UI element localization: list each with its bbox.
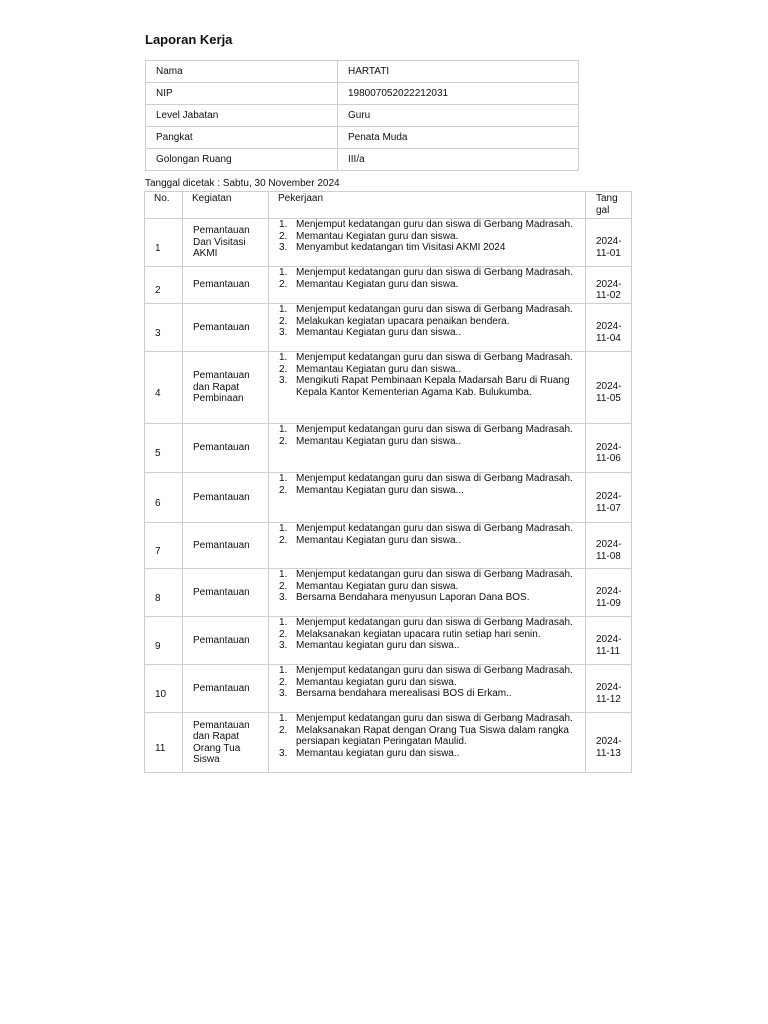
task-number: 3. [279, 640, 288, 651]
task-item [269, 581, 585, 593]
row-number-text: 2 [155, 285, 161, 297]
table-row [145, 267, 632, 304]
activity-cell: Pemantauan dan Rapat Pembinaan [183, 352, 269, 424]
task-number: 1. [279, 523, 288, 534]
header-tanggal: Tanggal [586, 192, 632, 219]
row-number-text: 4 [155, 387, 161, 399]
row-number-text: 3 [155, 327, 161, 339]
table-row [145, 569, 632, 617]
task-text: Memantau kegiatan guru dan siswa.. [296, 747, 460, 759]
task-number: 3. [279, 688, 288, 699]
table-row [145, 523, 632, 569]
tasks-cell [269, 473, 586, 523]
task-item [269, 424, 585, 436]
row-number [145, 304, 183, 352]
info-value: Guru [338, 105, 579, 127]
task-number: 2. [279, 315, 288, 327]
tasks-cell [269, 713, 586, 773]
task-text: Menjemput kedatangan guru dan siswa di Gerbang Madrasah. [296, 523, 573, 534]
date-cell [586, 219, 632, 267]
info-row [146, 61, 579, 83]
task-number: 2. [279, 484, 288, 496]
task-number: 1. [279, 713, 288, 724]
task-item [269, 713, 585, 725]
task-list [269, 304, 585, 339]
date-cell [586, 304, 632, 352]
task-item [269, 436, 585, 448]
task-list [269, 219, 585, 254]
task-text: Menjemput kedatangan guru dan siswa di Gerbang Madrasah. [296, 617, 573, 628]
date-cell [586, 352, 632, 424]
task-text: Memantau kegiatan guru dan siswa. [296, 676, 457, 688]
date-cell [586, 713, 632, 773]
info-value: HARTATI [338, 61, 579, 83]
info-label: Golongan Ruang [146, 149, 338, 171]
table-row [145, 473, 632, 523]
activity-cell: Pemantauan [183, 473, 269, 523]
row-number-text: 6 [155, 497, 161, 509]
task-number: 1. [279, 424, 288, 435]
tasks-cell [269, 617, 586, 665]
task-item [269, 748, 585, 760]
task-item [269, 688, 585, 700]
table-row [145, 617, 632, 665]
tasks-cell [269, 424, 586, 473]
task-text: Menjemput kedatangan guru dan siswa di Gerbang Madrasah. [296, 713, 573, 724]
date-text: 2024-11-02 [596, 278, 622, 301]
date-text: 2024-11-04 [596, 321, 622, 344]
task-text: Mengikuti Rapat Pembinaan Kepala Madarsah Baru di Ruang Kepala Kantor Kementerian Agama Kab. Bulukumba. [296, 375, 570, 398]
task-text: Memantau Kegiatan guru dan siswa... [296, 484, 464, 496]
task-item [269, 473, 585, 485]
activity-cell: Pemantauan [183, 267, 269, 304]
task-number: 2. [279, 230, 288, 242]
task-item [269, 327, 585, 339]
task-number: 1. [279, 473, 288, 484]
info-row [146, 149, 579, 171]
task-list [269, 713, 585, 759]
task-number: 1. [279, 219, 288, 230]
task-text: Menjemput kedatangan guru dan siswa di Gerbang Madrasah. [296, 304, 573, 315]
task-text: Memantau Kegiatan guru dan siswa. [296, 580, 459, 592]
employee-info-table [145, 60, 579, 171]
task-item [269, 665, 585, 677]
info-label: Level Jabatan [146, 105, 338, 127]
task-text: Menjemput kedatangan guru dan siswa di Gerbang Madrasah. [296, 473, 573, 484]
row-number-text: 9 [155, 640, 161, 652]
table-row [145, 665, 632, 713]
task-number: 1. [279, 304, 288, 315]
date-text: 2024-11-13 [596, 736, 622, 759]
activity-cell: Pemantauan [183, 304, 269, 352]
activity-cell: Pemantauan [183, 523, 269, 569]
task-number: 2. [279, 278, 288, 290]
row-number-text: 11 [155, 742, 166, 754]
activity-cell: Pemantauan [183, 424, 269, 473]
task-number: 1. [279, 617, 288, 628]
task-item [269, 535, 585, 547]
info-row [146, 105, 579, 127]
activity-cell: Pemantauan dan Rapat Orang Tua Siswa [183, 713, 269, 773]
info-label: Pangkat [146, 127, 338, 149]
task-item [269, 592, 585, 604]
task-item [269, 375, 585, 398]
date-text: 2024-11-08 [596, 539, 622, 562]
task-text: Melaksanakan kegiatan upacara rutin setiap hari senin. [296, 628, 541, 640]
task-list [269, 523, 585, 546]
row-number [145, 713, 183, 773]
task-number: 2. [279, 628, 288, 640]
task-text: Menjemput kedatangan guru dan siswa di Gerbang Madrasah. [296, 219, 573, 230]
date-cell [586, 267, 632, 304]
page-title: Laporan Kerja [145, 32, 233, 47]
row-number [145, 424, 183, 473]
tasks-cell [269, 523, 586, 569]
info-label: Nama [146, 61, 338, 83]
printed-date: Tanggal dicetak : Sabtu, 30 November 2024 [145, 178, 340, 189]
task-text: Melakukan kegiatan upacara penaikan bendera. [296, 315, 510, 327]
task-text: Memantau Kegiatan guru dan siswa.. [296, 327, 462, 338]
header-pekerjaan: Pekerjaan [269, 192, 586, 219]
info-value: 198007052022212031 [338, 83, 579, 105]
date-cell [586, 569, 632, 617]
task-item [269, 316, 585, 328]
row-number-text: 5 [155, 448, 161, 460]
tasks-cell [269, 665, 586, 713]
task-item [269, 617, 585, 629]
table-row [145, 304, 632, 352]
task-item [269, 242, 585, 254]
task-item [269, 304, 585, 316]
row-number [145, 665, 183, 713]
row-number-text: 8 [155, 592, 161, 604]
row-number [145, 617, 183, 665]
row-number [145, 267, 183, 304]
activity-cell: Pemantauan [183, 569, 269, 617]
task-item [269, 640, 585, 652]
task-number: 1. [279, 267, 288, 278]
task-item [269, 677, 585, 689]
task-text: Menjemput kedatangan guru dan siswa di Gerbang Madrasah. [296, 424, 573, 435]
task-number: 2. [279, 534, 288, 546]
task-text: Melaksanakan Rapat dengan Orang Tua Siswa dalam rangka persiapan kegiatan Peringatan Maulid. [296, 724, 569, 747]
tasks-cell [269, 352, 586, 424]
info-value: III/a [338, 149, 579, 171]
table-row [145, 424, 632, 473]
activity-cell: Pemantauan [183, 617, 269, 665]
task-text: Memantau Kegiatan guru dan siswa. [296, 230, 459, 242]
task-number: 2. [279, 363, 288, 375]
tasks-cell [269, 569, 586, 617]
task-item [269, 569, 585, 581]
task-text: Memantau Kegiatan guru dan siswa.. [296, 534, 462, 546]
task-text: Menjemput kedatangan guru dan siswa di Gerbang Madrasah. [296, 352, 573, 363]
task-text: Menjemput kedatangan guru dan siswa di Gerbang Madrasah. [296, 267, 573, 278]
task-number: 2. [279, 435, 288, 447]
row-number [145, 219, 183, 267]
task-list [269, 267, 585, 290]
date-text: 2024-11-06 [596, 441, 622, 464]
task-list [269, 424, 585, 447]
task-item [269, 219, 585, 231]
date-cell [586, 473, 632, 523]
tasks-cell [269, 267, 586, 304]
table-header-row [145, 192, 632, 219]
task-text: Menyambut kedatangan tim Visitasi AKMI 2024 [296, 242, 506, 253]
task-list [269, 617, 585, 652]
task-item [269, 352, 585, 364]
task-number: 3. [279, 375, 288, 386]
row-number-text: 1 [155, 242, 161, 254]
task-text: Memantau Kegiatan guru dan siswa.. [296, 435, 462, 447]
task-item [269, 279, 585, 291]
task-list [269, 473, 585, 496]
task-text: Memantau kegiatan guru dan siswa.. [296, 640, 460, 651]
task-text: Menjemput kedatangan guru dan siswa di Gerbang Madrasah. [296, 569, 573, 580]
task-text: Bersama bendahara merealisasi BOS di Erkam.. [296, 688, 512, 699]
task-item [269, 523, 585, 535]
task-text: Bersama Bendahara menyusun Laporan Dana BOS. [296, 592, 530, 603]
task-text: Memantau Kegiatan guru dan siswa.. [296, 363, 462, 375]
work-log-table [144, 191, 632, 773]
task-text: Menjemput kedatangan guru dan siswa di Gerbang Madrasah. [296, 665, 573, 676]
table-row [145, 352, 632, 424]
date-text: 2024-11-12 [596, 682, 622, 705]
task-item [269, 485, 585, 497]
task-number: 3. [279, 747, 288, 759]
header-no: No. [145, 192, 183, 219]
task-number: 3. [279, 242, 288, 253]
task-number: 3. [279, 327, 288, 338]
tasks-cell [269, 304, 586, 352]
info-value: Penata Muda [338, 127, 579, 149]
task-list [269, 569, 585, 604]
task-list [269, 665, 585, 700]
task-number: 1. [279, 569, 288, 580]
row-number [145, 473, 183, 523]
date-text: 2024-11-11 [596, 634, 622, 657]
header-kegiatan: Kegiatan [183, 192, 269, 219]
task-text: Memantau Kegiatan guru dan siswa. [296, 278, 459, 290]
row-number-text: 10 [155, 688, 167, 700]
task-number: 3. [279, 592, 288, 603]
activity-cell: Pemantauan Dan Visitasi AKMI [183, 219, 269, 267]
info-row [146, 83, 579, 105]
info-row [146, 127, 579, 149]
task-item [269, 725, 585, 748]
task-number: 1. [279, 665, 288, 676]
task-item [269, 267, 585, 279]
row-number [145, 352, 183, 424]
task-list [269, 352, 585, 398]
row-number [145, 569, 183, 617]
activity-cell: Pemantauan [183, 665, 269, 713]
task-item [269, 629, 585, 641]
task-number: 2. [279, 724, 288, 736]
date-cell [586, 424, 632, 473]
task-number: 2. [279, 580, 288, 592]
date-text: 2024-11-01 [596, 236, 622, 259]
row-number [145, 523, 183, 569]
task-number: 1. [279, 352, 288, 363]
task-number: 2. [279, 676, 288, 688]
task-item [269, 364, 585, 376]
date-cell [586, 665, 632, 713]
date-text: 2024-11-05 [596, 381, 622, 404]
date-text: 2024-11-07 [596, 491, 622, 514]
row-number-text: 7 [155, 545, 161, 557]
date-text: 2024-11-09 [596, 586, 622, 609]
task-item [269, 231, 585, 243]
info-label: NIP [146, 83, 338, 105]
tasks-cell [269, 219, 586, 267]
date-cell [586, 617, 632, 665]
date-cell [586, 523, 632, 569]
table-row [145, 713, 632, 773]
table-row [145, 219, 632, 267]
